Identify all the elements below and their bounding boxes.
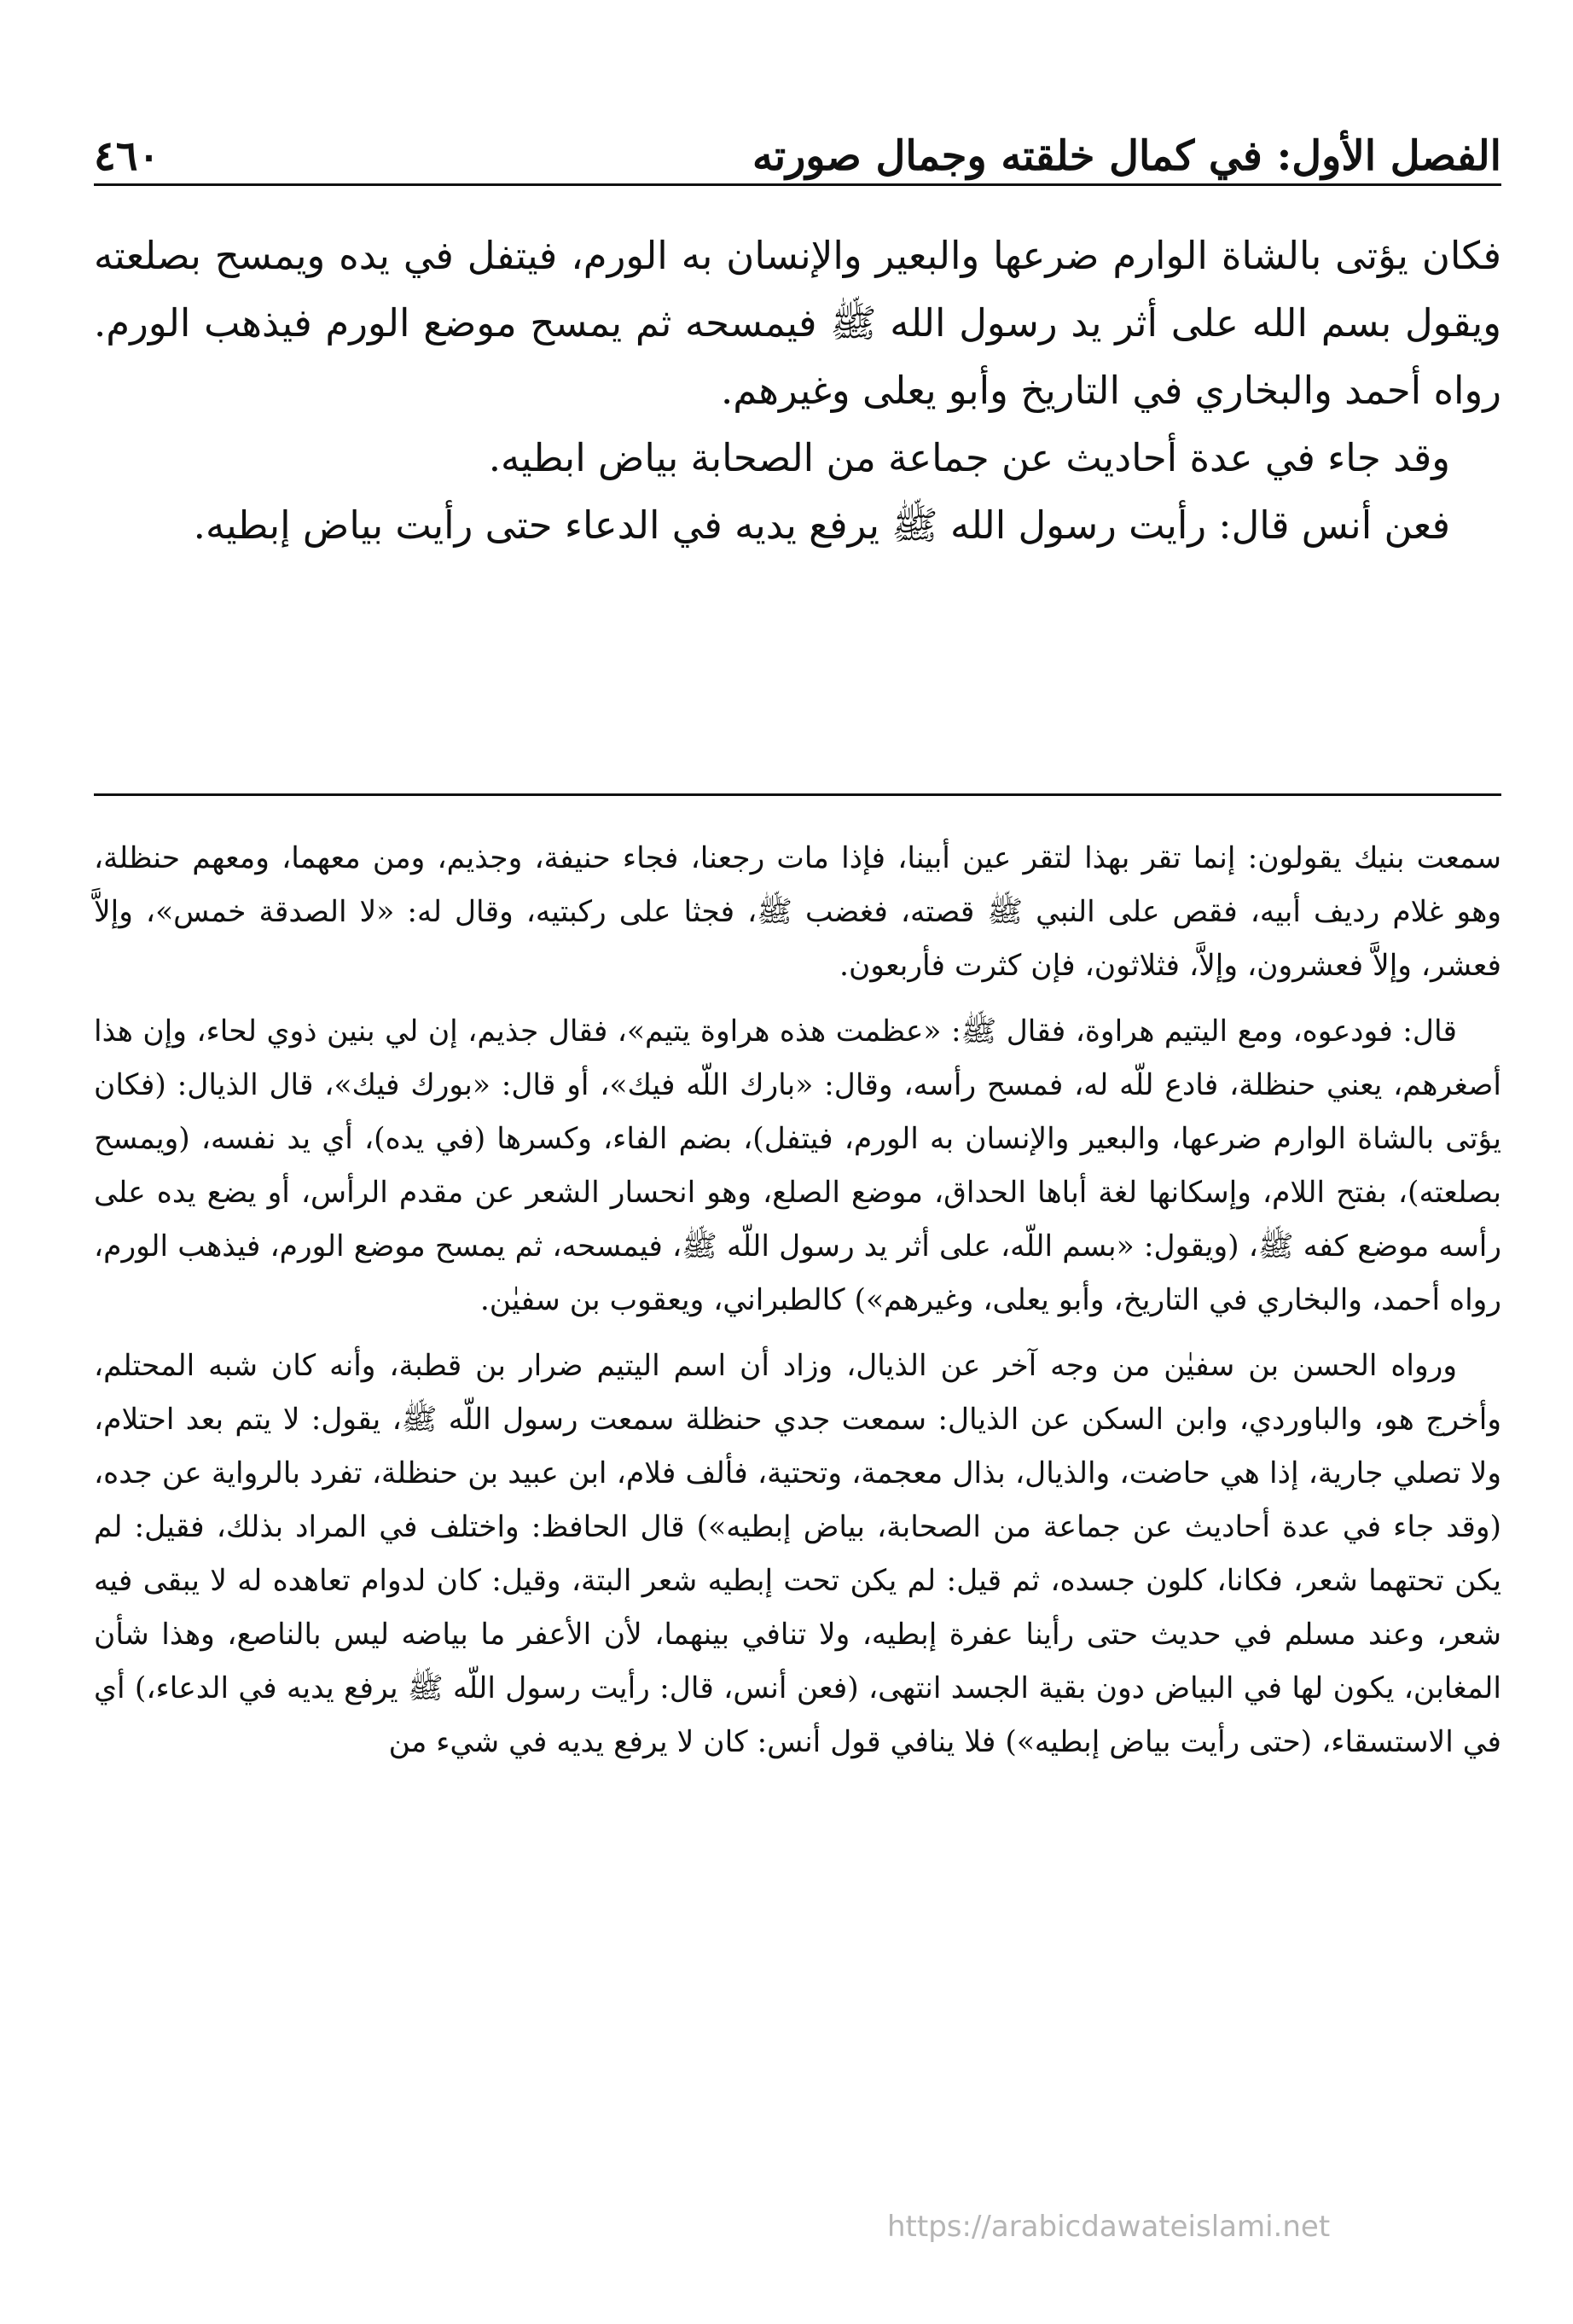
main-paragraph: فعن أنس قال: رأيت رسول الله ﷺ يرفع يديه في الدعاء حتى رأيت بياض إبطيه. (193, 503, 1450, 548)
book-page (94, 98, 1501, 2282)
source-watermark: https://arabicdawateislami.net (887, 2210, 1331, 2244)
page-number: ٤٦٠ (94, 132, 160, 181)
running-header (94, 98, 1501, 179)
commentary-paragraph: ورواه الحسن بن سفيٰن من وجه آخر عن الذيال، وزاد أن اسم اليتيم ضرار بن قطبة، وأنه كان شبه المحتلم، وأخرج هو، والباوردي، وابن السكن عن الذيال: سمعت جدي حنظلة سمعت رسول اللّه ﷺ، يقول: لا يتم بعد احتلام، ولا تصلي جارية، إذا هي حاضت، والذيال، بذال معجمة، وتحتية، فألف فلام، ابن عبيد بن حنظلة، تفرد بالرواية عن جده، (وقد جاء في عدة أحاديث عن جماعة من الصحابة، بياض إبطيه») قال الحافظ: واختلف في المراد بذلك، فقيل: لم يكن تحتهما شعر، فكانا، كلون جسده، ثم قيل: لم يكن تحت إبطيه شعر البتة، وقيل: كان لدوام تعاهده له لا يبقى فيه شعر، وعند مسلم في حديث حتى رأينا عفرة إبطيه، ولا تنافي بينهما، لأن الأعفر ما بياضه ليس بالناصع، وهذا شأن المغابن، يكون لها في البياض دون بقية الجسد انتهى، (فعن أنس، قال: رأيت رسول اللّه ﷺ يرفع يديه في الدعاء،) أي في الاستسقاء، (حتى رأيت بياض إبطيه») فلا ينافي قول أنس: كان لا يرفع يديه في شيء من (94, 1349, 1501, 1759)
commentary-paragraph: سمعت بنيك يقولون: إنما تقر بهذا لتقر عين أبينا، فإذا مات رجعنا، فجاء حنيفة، وجذيم، ومن معهما، ومعهم حنظلة، وهو غلام رديف أبيه، فقص على النبي ﷺ قصته، فغضب ﷺ، فجثا على ركبتيه، وقال له: «لا الصدقة خمس»، وإلاَّ فعشر، وإلاَّ فعشرون، وإلاَّ، فثلاثون، فإن كثرت فأربعون. (94, 841, 1501, 983)
separator-rule (94, 793, 1501, 796)
main-paragraph: فكان يؤتى بالشاة الوارم ضرعها والبعير والإنسان به الورم، فيتفل في يده ويمسح بصلعته ويقول بسم الله على أثر يد رسول الله ﷺ فيمسحه ثم يمسح موضع الورم فيذهب الورم. رواه أحمد والبخاري في التاريخ وأبو يعلى وغيرهم. (94, 233, 1501, 413)
chapter-title: الفصل الأول: في كمال خلقته وجمال صورته (752, 132, 1501, 181)
main-text (94, 222, 1501, 559)
main-paragraph: وقد جاء في عدة أحاديث عن جماعة من الصحابة بياض ابطيه. (488, 435, 1450, 480)
commentary-paragraph: قال: فودعوه، ومع اليتيم هراوة، فقال ﷺ: «عظمت هذه هراوة يتيم»، فقال جذيم، إن لي بنين ذوي لحاء، وإن هذا أصغرهم، يعني حنظلة، فادع للّه له، فمسح رأسه، وقال: «بارك اللّه فيك»، أو قال: «بورك فيك»، قال الذيال: (فكان يؤتى بالشاة الوارم ضرعها، والبعير والإنسان به الورم، فيتفل)، بضم الفاء، وكسرها (في يده)، أي يد نفسه، (ويمسح بصلعته)، بفتح اللام، وإسكانها لغة أباها الحداق، موضع الصلع، وهو انحسار الشعر عن مقدم الرأس، أو يضع يده على رأسه موضع كفه ﷺ، (ويقول: «بسم اللّه، على أثر يد رسول اللّه ﷺ، فيمسحه، ثم يمسح موضع الورم، فيذهب الورم، رواه أحمد، والبخاري في التاريخ، وأبو يعلى، وغيرهم») كالطبراني، ويعقوب بن سفيٰن. (94, 1014, 1502, 1317)
commentary-text (94, 832, 1501, 1781)
header-rule (94, 183, 1501, 186)
